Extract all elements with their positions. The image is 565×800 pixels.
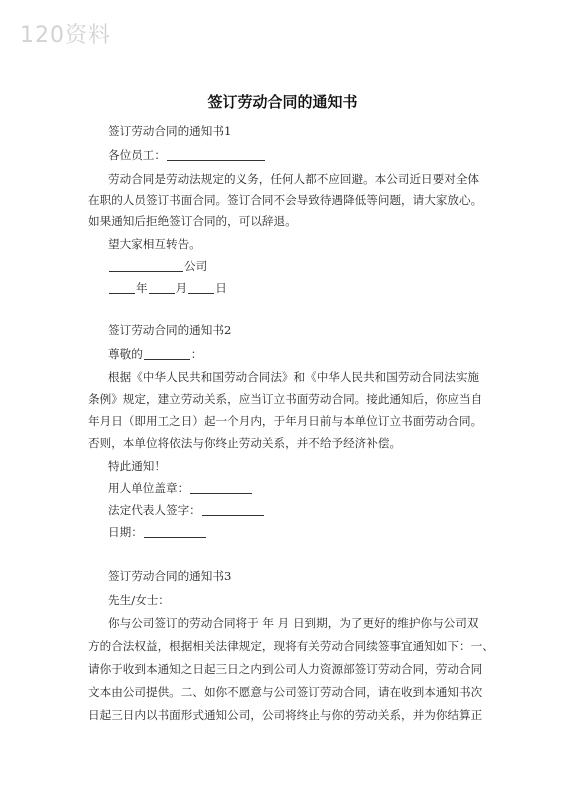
notice2-body-line-2: 条例》规定，建立劳动关系，应当订立书面劳动合同。接此通知后，你应当自 <box>88 392 483 406</box>
notice2-seal-line <box>108 481 508 496</box>
notice1-body-line-1: 劳动合同是劳动法规定的义务，任何人都不应回避。本公司近日要对全体 <box>108 172 480 186</box>
notice3-body-line-1: 你与公司签订的劳动合同将于 年 月 日到期，为了更好的维护你与公司双 <box>108 616 479 630</box>
notice2-salutation-line <box>108 347 508 362</box>
date-blank <box>144 525 206 538</box>
notice2-date-line <box>108 525 508 540</box>
day-blank <box>188 281 214 294</box>
notice2-heading: 签订劳动合同的通知书2 <box>108 323 232 337</box>
notice2-rep-line <box>108 503 508 518</box>
recipient-blank <box>144 347 190 360</box>
month-blank <box>149 281 175 294</box>
date-month: 月 <box>175 281 188 295</box>
notice1-heading: 签订劳动合同的通知书1 <box>108 124 232 138</box>
company-suffix: 公司 <box>184 259 208 273</box>
notice1-body-line-3: 如果通知后拒绝签订合同的，可以辞退。 <box>88 214 297 228</box>
notice1-relay: 望大家相互转告。 <box>108 237 201 251</box>
notice1-body-line-2: 在职的人员签订书面合同。签订合同不会导致待遇降低等问题，请大家放心。 <box>88 193 483 207</box>
notice1-date-line <box>108 281 508 296</box>
notice2-body-line-4: 否则，本单位将依法与你终止劳动关系，并不给予经济补偿。 <box>88 436 402 450</box>
rep-blank <box>202 503 264 516</box>
date-year: 年 <box>136 281 148 295</box>
name-blank <box>167 148 265 161</box>
notice2-salutation-prefix: 尊敬的 <box>108 347 143 361</box>
notice3-heading: 签订劳动合同的通知书3 <box>108 569 232 583</box>
notice1-salutation-line <box>108 148 508 163</box>
notice3-body-line-4: 文本由公司提供。二、如你不愿意与公司签订劳动合同，请在收到本通知书次 <box>88 685 483 699</box>
date-day: 日 <box>215 281 227 295</box>
notice3-body-line-5: 日起三日内以书面形式通知公司，公司将终止与你的劳动关系，并为你结算正 <box>88 708 483 722</box>
notice3-body-line-3: 请你于收到本通知之日起三日之内到公司人力资源部签订劳动合同，劳动合同 <box>88 662 483 676</box>
notice3-body-line-2: 方的合法权益，根据相关法律规定，现将有关劳动合同续签事宜通知如下：一、 <box>88 639 494 653</box>
notice1-company-line <box>108 259 508 274</box>
company-blank <box>109 259 183 272</box>
notice3-salutation: 先生/女士： <box>108 593 170 607</box>
date-label: 日期： <box>108 525 143 539</box>
seal-blank <box>190 481 252 494</box>
rep-label: 法定代表人签字： <box>108 503 201 517</box>
year-blank <box>109 281 135 294</box>
notice2-body-line-1: 根据《中华人民共和国劳动合同法》和《中华人民共和国劳动合同法实施 <box>108 370 480 384</box>
notice2-special: 特此通知！ <box>108 459 166 473</box>
notice2-body-line-3: 年月日（即用工之日）起一个月内，于年月日前与本单位订立书面劳动合同。 <box>88 414 483 428</box>
document-title: 签订劳动合同的通知书 <box>207 93 358 111</box>
watermark: 120资料 <box>20 23 111 48</box>
seal-label: 用人单位盖章： <box>108 481 190 495</box>
notice2-salutation-suffix: ： <box>190 347 203 361</box>
notice1-salutation: 各位员工： <box>108 148 166 162</box>
